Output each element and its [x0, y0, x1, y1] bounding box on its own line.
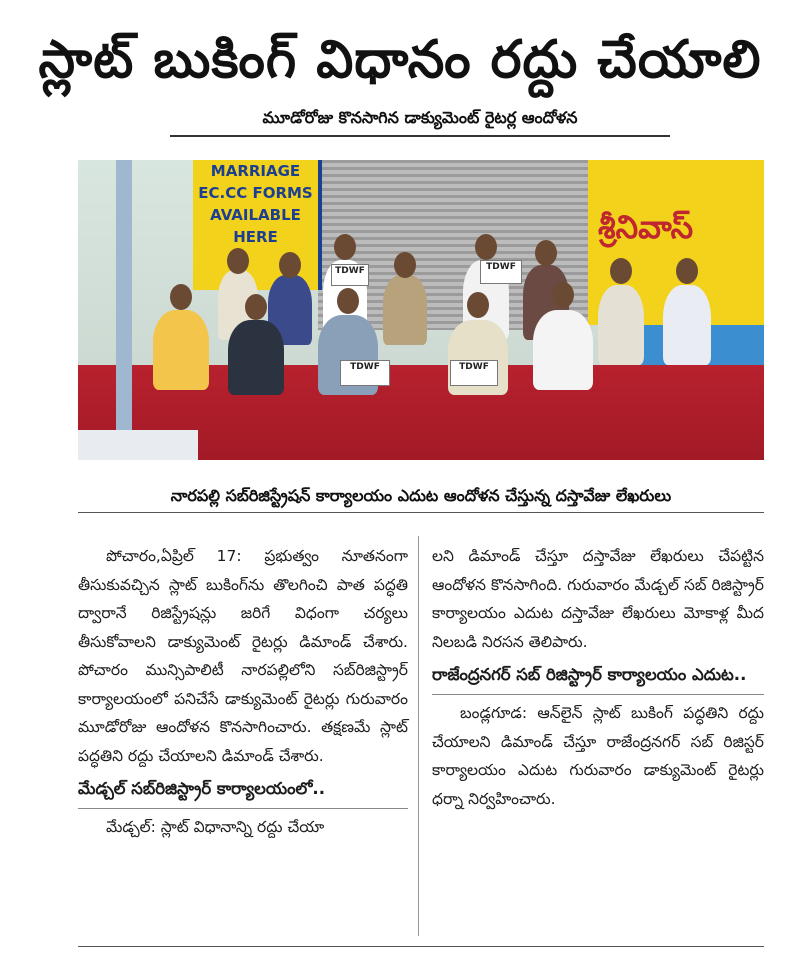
article-subheadline: మూడోరోజు కొనసాగిన డాక్యుమెంట్ రైటర్ల ఆందోళన	[170, 108, 670, 137]
person	[228, 320, 284, 395]
step	[78, 430, 198, 460]
person-head	[334, 234, 356, 260]
person-head	[676, 258, 698, 284]
article-paragraph: లని డిమాండ్ చేస్తూ దస్తావేజు లేఖరులు చేపట్టిన ఆందోళన కొనసాగింది. గురువారం మేడ్చల్ సబ్ రిజిస్ట్రార్ కార్యాలయం ఎదుట దస్తావేజు లేఖరులు మోకాళ్ల మీద నిలబడి నిరసన తెలిపారు.	[432, 547, 764, 651]
article-subheading: మేడ్చల్ సబ్‌రిజిస్ట్రార్ కార్యాలయంలో..	[78, 776, 408, 809]
article-column-left	[78, 542, 408, 842]
article-paragraph: బండ్లగూడ: ఆన్‌లైన్ స్లాట్ బుకింగ్ పద్ధతిని రద్దు చేయాలని డిమాండ్ చేస్తూ రాజేంద్రనగర్ సబ్ రిజిస్టర్ కార్యాలయం ఎదుట గురువారం డాక్యుమెంట్ రైటర్లు ధర్నా నిర్వహించారు.	[432, 704, 764, 808]
sign-line: MARRIAGE	[210, 162, 301, 180]
pillar	[116, 160, 132, 460]
person	[663, 285, 711, 365]
news-photo	[78, 160, 764, 460]
column-divider	[418, 536, 419, 936]
article-column-right	[432, 542, 764, 813]
person-head	[227, 248, 249, 274]
person	[153, 310, 209, 390]
person-head	[245, 294, 267, 320]
person-head	[467, 292, 489, 318]
article-paragraph: మేడ్చల్: స్లాట్ విధానాన్ని రద్దు చేయా	[106, 818, 325, 836]
sign-line: EC.CC FORMS	[198, 184, 313, 202]
photo-caption: నారపల్లి సబ్‌రిజిస్ట్రేషన్ కార్యాలయం ఎదుట ఆందోళన చేస్తున్న దస్తావేజు లేఖరులు	[170, 486, 672, 505]
bottom-divider	[78, 946, 764, 947]
caption-divider	[78, 512, 764, 513]
person-head	[610, 258, 632, 284]
protest-placard: TDWF	[331, 264, 369, 286]
person	[598, 285, 644, 365]
person-head	[552, 282, 574, 308]
article-paragraph: పోచారం,ఏప్రిల్ 17: ప్రభుత్వం నూతనంగా తీసుకువచ్చిన స్లాట్ బుకింగ్‌ను తొలగించి పాత పద్ధతి ద్వారానే రిజిస్ట్రేషన్లు జరిగే విధంగా చర్యలు తీసుకోవాలని డాక్యుమెంట్ రైటర్లు డిమాండ్ చేశారు. పోచారం మున్సిపాలిటీ నారపల్లిలోని సబ్‌రిజిస్ట్రార్ కార్యాలయంలో పనిచేసే డాక్యుమెంట్ రైటర్లు గురువారం మూడోరోజు ఆందోళన కొనసాగించారు. తక్షణమే స్లాట్ పద్ధతిని రద్దు చేయాలని డిమాండ్ చేశారు.	[78, 547, 408, 765]
protest-placard: TDWF	[480, 260, 522, 284]
person	[383, 275, 427, 345]
person	[533, 310, 593, 390]
sign-line: AVAILABLE	[210, 206, 301, 224]
sign-line: HERE	[233, 228, 278, 246]
article-subheading: రాజేంద్రనగర్ సబ్ రిజిస్ట్రార్ కార్యాలయం ఎదుట..	[432, 662, 764, 695]
protest-placard: TDWF	[340, 360, 390, 386]
person-head	[475, 234, 497, 260]
person-head	[394, 252, 416, 278]
person-head	[337, 288, 359, 314]
person-head	[279, 252, 301, 278]
shop-sign-brand: శ్రీనివాస్	[598, 208, 694, 246]
article-headline: స్లాట్ బుకింగ్ విధానం రద్దు చేయాలి	[38, 30, 762, 90]
shop-sign-left	[193, 160, 322, 290]
protest-placard: TDWF	[450, 360, 498, 386]
person-head	[535, 240, 557, 266]
person-head	[170, 284, 192, 310]
